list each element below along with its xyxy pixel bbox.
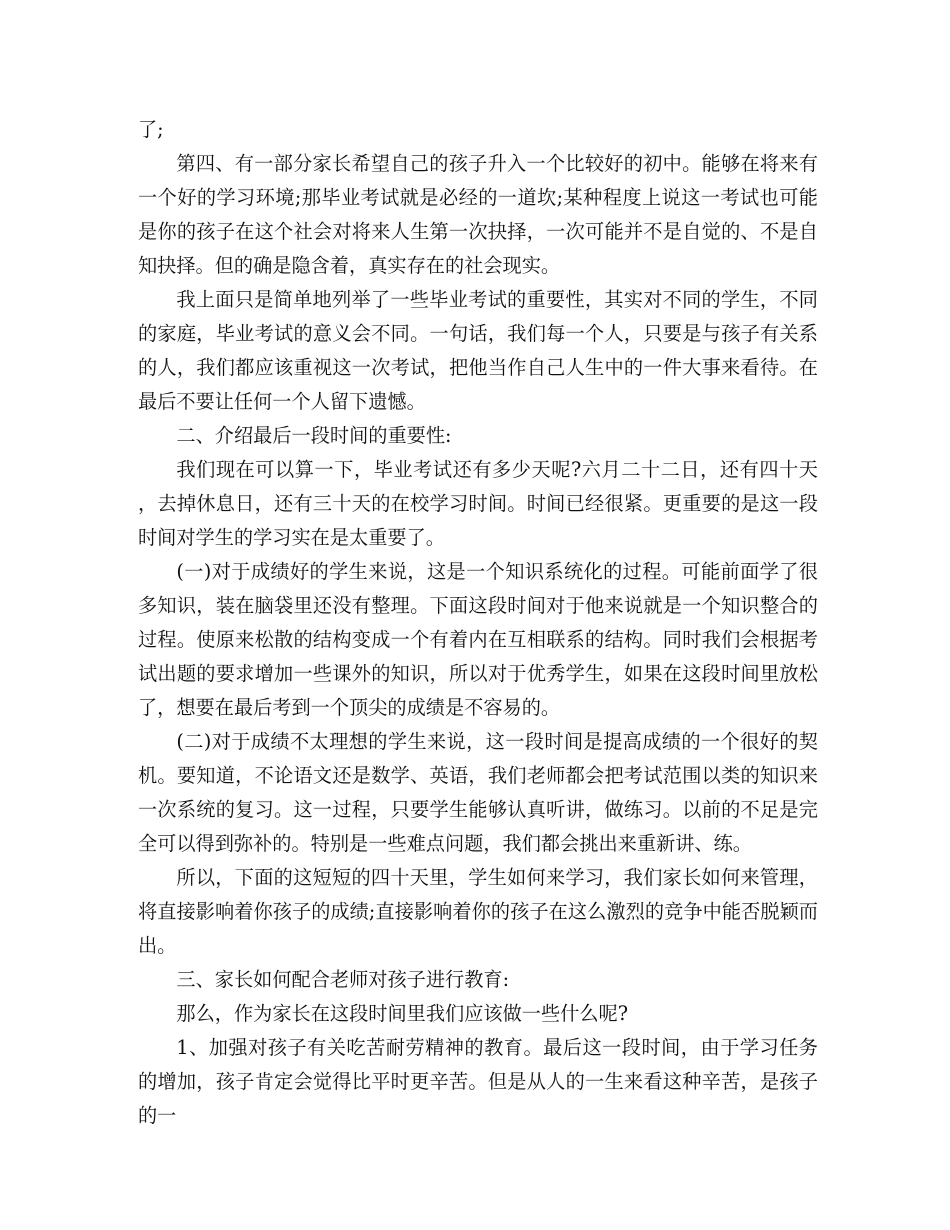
paragraph-good-students: (一)对于成绩好的学生来说，这是一个知识系统化的过程。可能前面学了很多知识，装在脑袋里还没有整理。下面这段时间对于他来说就是一个知识整合的过程。使原来松散的结构变成一个有着内在互相联系的结构。同时我们会根据考试出题的要求增加一些课外的知识，所以对于优秀学生，如果在这段时间里放松了，想要在最后考到一个顶尖的成绩是不容易的。 bbox=[138, 560, 818, 719]
paragraph-forty-days: 所以，下面的这短短的四十天里，学生如何来学习，我们家长如何来管理，将直接影响着你孩子的成绩;直接影响着你的孩子在这么激烈的竞争中能否脱颖而出。 bbox=[138, 866, 818, 957]
section-heading-two: 二、介绍最后一段时间的重要性: bbox=[176, 424, 452, 447]
paragraph-summary: 我上面只是简单地列举了一些毕业考试的重要性，其实对不同的学生，不同的家庭，毕业考试的意义会不同。一句话，我们每一个人，只要是与孩子有关系的人，我们都应该重视这一次考试，把他当作自己人生中的一件大事来看待。在最后不要让任何一个人留下遗憾。 bbox=[138, 288, 818, 413]
paragraph-time-left: 我们现在可以算一下，毕业考试还有多少天呢?六月二十二日，还有四十天，去掉休息日，还有三十天的在校学习时间。时间已经很紧。更重要的是这一段时间对学生的学习实在是太重要了。 bbox=[138, 458, 818, 549]
paragraph-question: 那么，作为家长在这段时间里我们应该做一些什么呢? bbox=[176, 1002, 628, 1025]
paragraph-point-four: 第四、有一部分家长希望自己的孩子升入一个比较好的初中。能够在将来有一个好的学习环境;那毕业考试就是必经的一道坎;某种程度上说这一考试也可能是你的孩子在这个社会对将来人生第一次抉择，一次可能并不是自觉的、不是自知抉择。但的确是隐含着，真实存在的社会现实。 bbox=[138, 152, 818, 277]
document-body bbox=[138, 113, 818, 1133]
paragraph-continuation: 了; bbox=[138, 118, 164, 141]
section-heading-three: 三、家长如何配合老师对孩子进行教育: bbox=[176, 968, 510, 991]
paragraph-item-one: 1、加强对孩子有关吃苦耐劳精神的教育。最后这一段时间，由于学习任务的增加，孩子肯定会觉得比平时更辛苦。但是从人的一生来看这种辛苦，是孩子的一 bbox=[138, 1036, 818, 1127]
paragraph-weaker-students: (二)对于成绩不太理想的学生来说，这一段时间是提高成绩的一个很好的契机。要知道，不论语文还是数学、英语，我们老师都会把考试范围以类的知识来一次系统的复习。这一过程，只要学生能够认真听讲，做练习。以前的不足是完全可以得到弥补的。特别是一些难点问题，我们都会挑出来重新讲、练。 bbox=[138, 730, 818, 855]
